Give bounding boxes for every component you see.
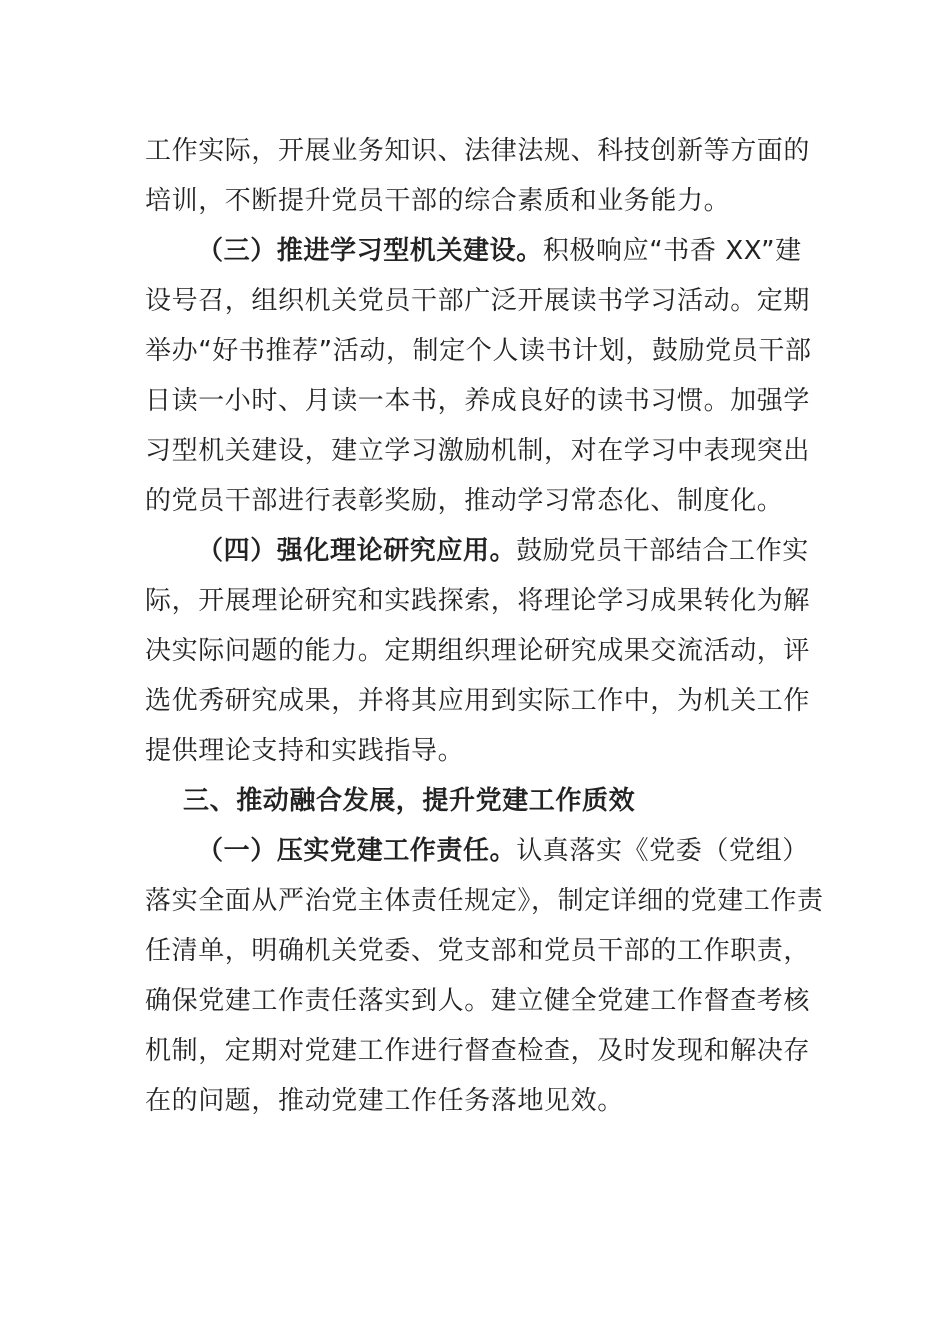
- paragraph-continuation: [145, 126, 825, 226]
- paragraph-lead: （四）强化理论研究应用。: [197, 536, 517, 566]
- paragraph-learning-organization: [145, 226, 825, 526]
- paragraph-lead: （一）压实党建工作责任。: [197, 836, 517, 866]
- paragraph-party-responsibility: [145, 826, 825, 1126]
- paragraph-theory-research: [145, 526, 825, 776]
- paragraph-lead: （三）推进学习型机关建设。: [197, 236, 543, 266]
- document-body: [145, 126, 825, 1126]
- section-heading: 三、推动融合发展，提升党建工作质效: [183, 786, 636, 816]
- paragraph-text: 工作实际，开展业务知识、法律法规、科技创新等方面的培训，不断提升党员干部的综合素质和业务能力。: [145, 136, 811, 216]
- paragraph-text: 认真落实《党委（党组）落实全面从严治党主体责任规定》，制定详细的党建工作责任清单，明确机关党委、党支部和党员干部的工作职责，确保党建工作责任落实到人。建立健全党建工作督查考核机制，定期对党建工作进行督查检查，及时发现和解决存在的问题，推动党建工作任务落地见效。: [145, 836, 824, 1116]
- paragraph-text: 鼓励党员干部结合工作实际，开展理论研究和实践探索，将理论学习成果转化为解决实际问题的能力。定期组织理论研究成果交流活动，评选优秀研究成果，并将其应用到实际工作中，为机关工作提供理论支持和实践指导。: [145, 536, 811, 766]
- paragraph-text: 积极响应“书香 XX”建设号召，组织机关党员干部广泛开展读书学习活动。定期举办“好书推荐”活动，制定个人读书计划，鼓励党员干部日读一小时、月读一本书，养成良好的读书习惯。加强学习型机关建设，建立学习激励机制，对在学习中表现突出的党员干部进行表彰奖励，推动学习常态化、制度化。: [145, 236, 812, 516]
